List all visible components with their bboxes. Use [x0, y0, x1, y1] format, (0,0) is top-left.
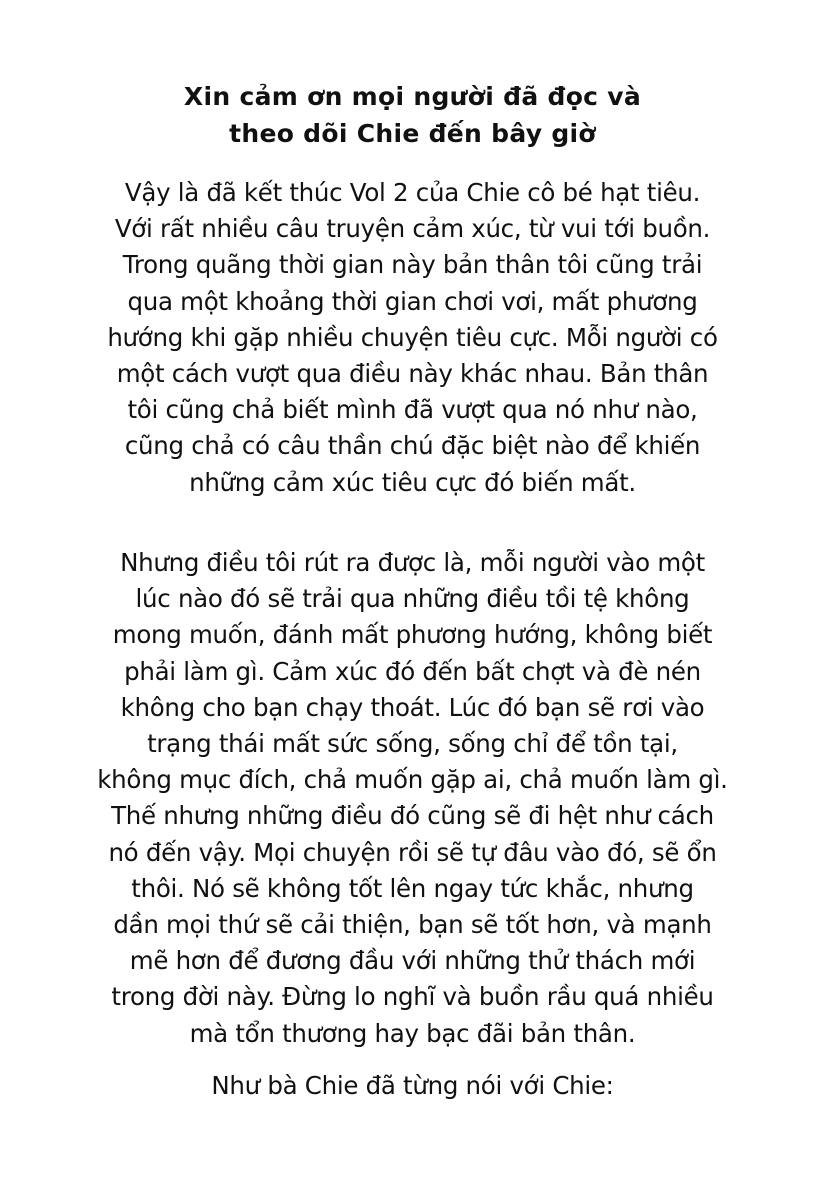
title-line: theo dõi Chie đến bây giờ: [229, 119, 596, 148]
text-line: mà tổn thương hay bạc đãi bản thân.: [189, 1018, 636, 1048]
text-line: Vậy là đã kết thúc Vol 2 của Chie cô bé hạt tiêu.: [124, 178, 701, 207]
text-line: lúc nào đó sẽ trải qua những điều tồi tệ không: [135, 584, 690, 614]
text-line: những cảm xúc tiêu cực đó biến mất.: [189, 467, 636, 497]
text-line: qua một khoảng thời gian chơi vơi, mất phương: [127, 286, 698, 316]
text-line: thôi. Nó sẽ không tốt lên ngay tức khắc, nhưng: [131, 873, 694, 903]
closing-line: Như bà Chie đã từng nói với Chie:: [211, 1071, 614, 1100]
paragraph-1: [0, 175, 825, 501]
text-line: trong đời này. Đừng lo nghĩ và buồn rầu quá nhiều: [111, 982, 714, 1012]
text-line: cũng chả có câu thần chú đặc biệt nào để khiến: [124, 431, 701, 461]
text-line: không mục đích, chả muốn gặp ai, chả muốn làm gì.: [97, 765, 728, 795]
text-line: không cho bạn chạy thoát. Lúc đó bạn sẽ rơi vào: [120, 692, 705, 722]
text-line: trạng thái mất sức sống, sống chỉ để tồn tại,: [147, 729, 678, 759]
text-line: tôi cũng chả biết mình đã vượt qua nó như nào,: [127, 395, 698, 425]
text-line: Nhưng điều tôi rút ra được là, mỗi người vào một: [120, 548, 705, 577]
text-line: một cách vượt qua điều này khác nhau. Bản thân: [116, 359, 709, 389]
text-line: mẽ hơn để đương đầu với những thử thách mới: [129, 946, 696, 976]
text-line: Với rất nhiều câu truyện cảm xúc, từ vui tới buồn.: [114, 214, 711, 244]
text-line: hướng khi gặp nhiều chuyện tiêu cực. Mỗi người có: [107, 322, 718, 352]
text-line: Thế nhưng những điều đó cũng sẽ đi hệt như cách: [111, 801, 714, 831]
title-line: Xin cảm ơn mọi người đã đọc và: [183, 82, 642, 111]
text-line: nó đến vậy. Mọi chuyện rồi sẽ tự đâu vào đó, sẽ ổn: [108, 837, 717, 867]
page-title: [0, 78, 825, 152]
text-line: Trong quãng thời gian này bản thân tôi cũng trải: [122, 250, 703, 280]
text-line: phải làm gì. Cảm xúc đó đến bất chợt và đè nén: [124, 656, 701, 686]
text-line: dần mọi thứ sẽ cải thiện, bạn sẽ tốt hơn, và mạnh: [113, 910, 712, 940]
text-line: mong muốn, đánh mất phương hướng, không biết: [112, 620, 713, 650]
paragraph-2: [0, 545, 825, 1052]
